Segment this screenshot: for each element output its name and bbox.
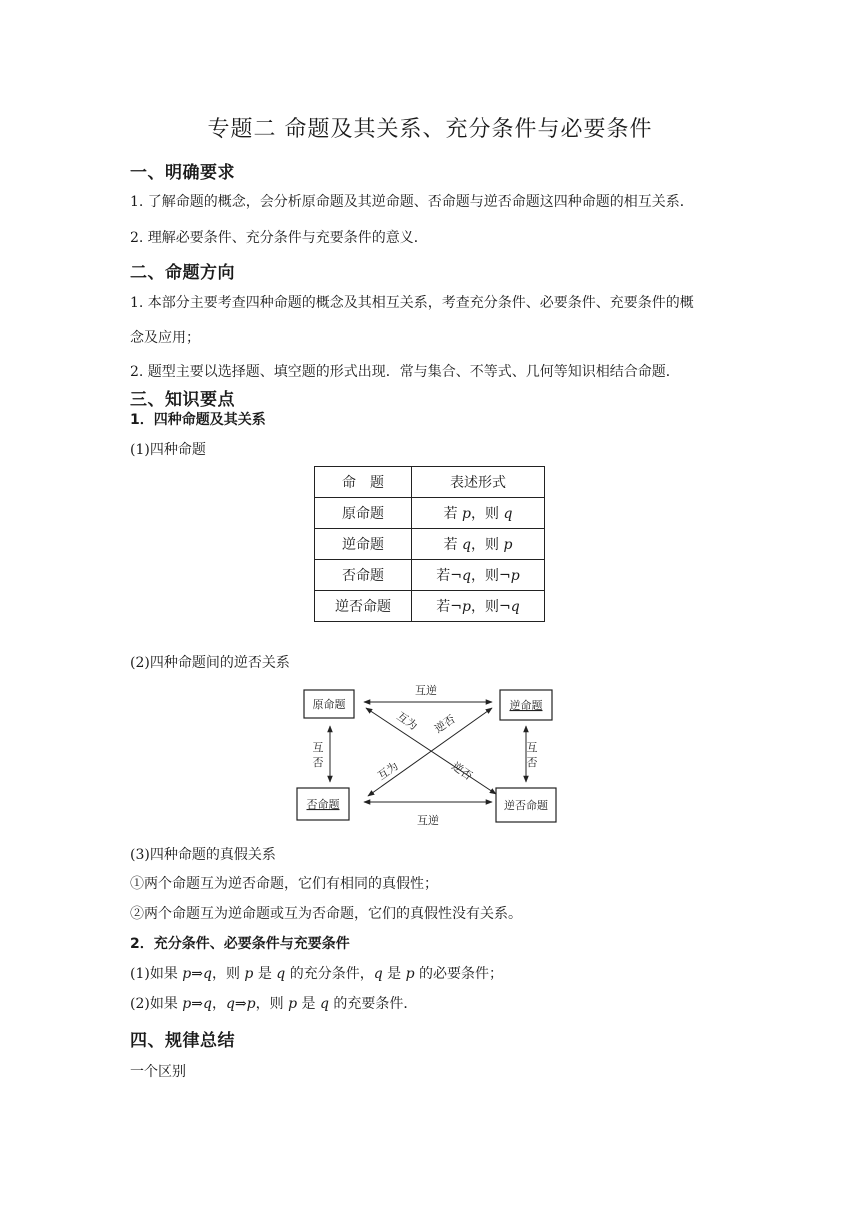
label-right-2: 否 bbox=[526, 756, 538, 769]
label-diag-3: 互为 bbox=[375, 759, 401, 783]
section-heading-requirements: 一、明确要求 bbox=[130, 163, 235, 183]
table-header-row bbox=[315, 467, 545, 498]
box-inverse-label: 否命题 bbox=[306, 798, 340, 811]
table-row bbox=[315, 560, 545, 591]
label-bottom: 互逆 bbox=[417, 814, 439, 827]
box-contrapositive-label: 逆否命题 bbox=[504, 799, 548, 812]
page-title: 专题二 命题及其关系、充分条件与必要条件 bbox=[207, 117, 653, 142]
table-header-cell: 表述形式 bbox=[412, 467, 545, 498]
table-row bbox=[315, 591, 545, 622]
label-diag-4: 逆否 bbox=[449, 759, 475, 783]
summary-item: 一个区别 bbox=[130, 1064, 186, 1080]
section-heading-summary: 四、规律总结 bbox=[130, 1031, 235, 1051]
condition-1: (1)如果 p⇒q，则 p 是 q 的充分条件，q 是 p 的必要条件； bbox=[130, 966, 503, 982]
subsection-conditions: 2．充分条件、必要条件与充要条件 bbox=[130, 936, 350, 952]
box-converse-label: 逆命题 bbox=[509, 699, 543, 712]
table-header-cell: 命 题 bbox=[315, 467, 412, 498]
subsection-four-propositions: 1．四种命题及其关系 bbox=[130, 412, 266, 428]
label-left-1: 互 bbox=[312, 741, 324, 754]
table-cell-name: 逆命题 bbox=[315, 529, 412, 560]
requirement-2: 2. 理解必要条件、充分条件与充要条件的意义． bbox=[130, 230, 428, 246]
label-right-1: 互 bbox=[526, 741, 538, 754]
truth-rule-2: ②两个命题互为逆命题或互为否命题，它们的真假性没有关系。 bbox=[130, 906, 522, 922]
table-cell-form: 若 p，则 q bbox=[412, 498, 545, 529]
section-heading-direction: 二、命题方向 bbox=[130, 263, 235, 283]
section-heading-knowledge: 三、知识要点 bbox=[130, 390, 235, 410]
direction-1-line-2: 念及应用； bbox=[130, 330, 200, 346]
box-original-label: 原命题 bbox=[312, 698, 346, 711]
label-relation-diagram: (2)四种命题间的逆否关系 bbox=[130, 655, 290, 671]
propositions-table bbox=[314, 466, 545, 622]
table-cell-name: 逆否命题 bbox=[315, 591, 412, 622]
direction-1-line-1: 1. 本部分主要考查四种命题的概念及其相互关系，考查充分条件、必要条件、充要条件的概 bbox=[130, 295, 694, 311]
truth-rule-1: ①两个命题互为逆否命题，它们有相同的真假性； bbox=[130, 876, 438, 892]
four-propositions-diagram bbox=[292, 682, 564, 832]
table-row bbox=[315, 498, 545, 529]
table-row bbox=[315, 529, 545, 560]
table-cell-form: 若¬p，则¬q bbox=[412, 591, 545, 622]
label-four-propositions: (1)四种命题 bbox=[130, 442, 206, 458]
condition-2: (2)如果 p⇒q，q⇒p，则 p 是 q 的充要条件． bbox=[130, 996, 418, 1012]
direction-2: 2. 题型主要以选择题、填空题的形式出现．常与集合、不等式、几何等知识相结合命题． bbox=[130, 364, 680, 380]
table-cell-form: 若¬q，则¬p bbox=[412, 560, 545, 591]
label-diag-2: 逆否 bbox=[432, 712, 458, 736]
table-cell-form: 若 q，则 p bbox=[412, 529, 545, 560]
label-truth-relation: (3)四种命题的真假关系 bbox=[130, 847, 276, 863]
table-cell-name: 否命题 bbox=[315, 560, 412, 591]
table-cell-name: 原命题 bbox=[315, 498, 412, 529]
requirement-1: 1. 了解命题的概念，会分析原命题及其逆命题、否命题与逆否命题这四种命题的相互关系． bbox=[130, 194, 694, 210]
label-diag-1: 互为 bbox=[394, 709, 420, 733]
label-left-2: 否 bbox=[312, 756, 324, 769]
label-top: 互逆 bbox=[415, 684, 437, 697]
